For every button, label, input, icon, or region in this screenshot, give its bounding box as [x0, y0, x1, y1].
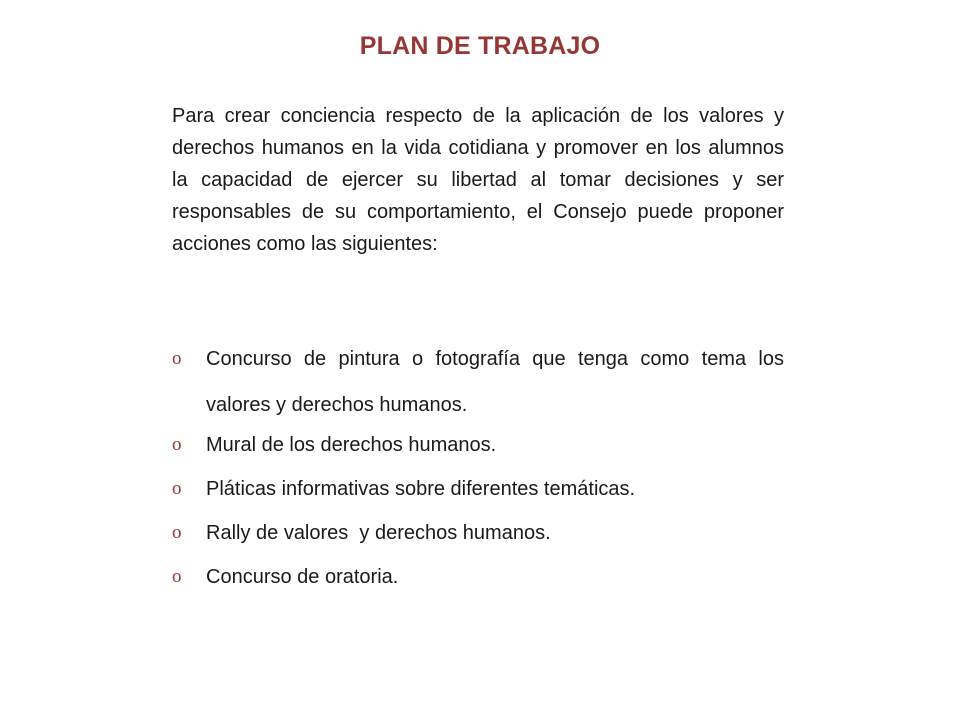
list-item-text: Pláticas informativas sobre diferentes temáticas.	[206, 478, 636, 500]
bullet-circle-icon: o	[172, 434, 182, 455]
list-item-text: Concurso de pintura o fotografía que tenga como tema los valores y derechos humanos.	[206, 348, 784, 416]
list-item-text: Rally de valores y derechos humanos.	[206, 522, 551, 544]
list-item	[172, 474, 784, 504]
list-item	[172, 430, 784, 460]
intro-paragraph: Para crear conciencia respecto de la aplicación de los valores y derechos humanos en la vida cotidiana y promover en los alumnos la capacidad de ejercer su libertad al tomar decisiones y ser responsables de su comportamiento, el Consejo puede proponer acciones como las siguientes:	[172, 105, 784, 255]
list-item-text: Mural de los derechos humanos.	[206, 434, 497, 456]
list-item	[172, 336, 784, 428]
slide-title: PLAN DE TRABAJO	[359, 32, 601, 60]
bullet-circle-icon: o	[172, 522, 182, 543]
list-item-text: Concurso de oratoria.	[206, 566, 399, 588]
actions-list	[172, 336, 784, 606]
list-item	[172, 518, 784, 548]
bullet-circle-icon: o	[172, 348, 182, 369]
list-item	[172, 562, 784, 592]
bullet-circle-icon: o	[172, 566, 182, 587]
bullet-circle-icon: o	[172, 478, 182, 499]
